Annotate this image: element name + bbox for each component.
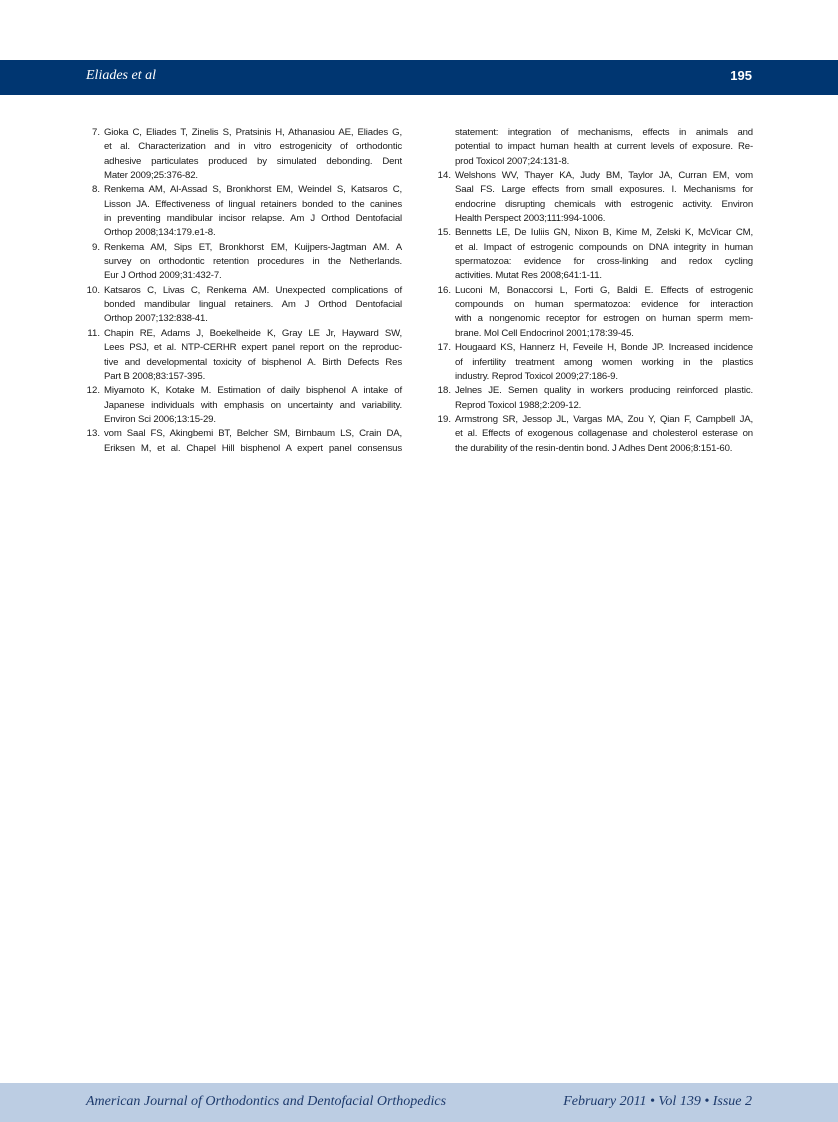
reference-line: Gioka C, Eliades T, Zinelis S, Pratsinis H, Athanasiou AE, Eliades G, xyxy=(104,127,402,138)
references-left-column xyxy=(86,126,402,456)
reference-line: Lisson JA. Effectiveness of lingual retainers bonded to the canines xyxy=(104,198,402,210)
reference-line: Chapin RE, Adams J, Boekelheide K, Gray LE Jr, Hayward SW, xyxy=(104,327,402,339)
reference-item xyxy=(86,427,402,456)
reference-line: vom Saal FS, Akingbemi BT, Belcher SM, Birnbaum LS, Crain DA, xyxy=(104,428,402,440)
reference-line: statement: integration of mechanisms, effects in animals and xyxy=(455,127,753,138)
reference-line: Katsaros C, Livas C, Renkema AM. Unexpected complications of xyxy=(104,284,402,296)
reference-line: Eur J Orthod 2009;31:432-7. xyxy=(104,270,222,282)
reference-number: 10. xyxy=(86,284,100,296)
reference-line: Renkema AM, Sips ET, Bronkhorst EM, Kuijpers-Jagtman AM. A xyxy=(104,241,402,253)
reference-line: Japanese individuals with emphasis on uncertainty and variability. xyxy=(104,399,402,411)
reference-line: industry. Reprod Toxicol 2009;27:186-9. xyxy=(455,370,618,382)
reference-item xyxy=(86,126,402,183)
reference-line: potential to impact human health at current levels of exposure. Re- xyxy=(455,141,753,153)
reference-line: Eriksen M, et al. Chapel Hill bisphenol A expert panel consensus xyxy=(104,442,402,454)
reference-item xyxy=(437,413,753,456)
issue-info: February 2011 • Vol 139 • Issue 2 xyxy=(563,1094,752,1109)
reference-line: adhesive particulates produced by simulated debonding. Dent xyxy=(104,155,402,167)
reference-line: bonded mandibular lingual retainers. Am J Orthod Dentofacial xyxy=(104,299,402,311)
reference-line: et al. Characterization and in vitro estrogenicity of orthodontic xyxy=(104,141,402,153)
reference-line: Renkema AM, Al-Assad S, Bronkhorst EM, Weindel S, Katsaros C, xyxy=(104,184,402,196)
reference-item xyxy=(437,284,753,341)
reference-line: prod Toxicol 2007;24:131-8. xyxy=(455,155,570,167)
reference-number: 14. xyxy=(437,170,451,182)
reference-line: compounds on human spermatozoa: evidence for interaction xyxy=(455,299,753,311)
reference-line: of infertility treatment among women working in the plastics xyxy=(455,356,753,368)
reference-line: Orthop 2008;134:179.e1-8. xyxy=(104,227,216,239)
reference-line: Saal FS. Large effects from small exposures. I. Mechanisms for xyxy=(455,184,753,196)
reference-item xyxy=(86,284,402,327)
reference-line: Bennetts LE, De Iuliis GN, Nixon B, Kime M, Zelski K, McVicar CM, xyxy=(455,227,753,239)
reference-number: 18. xyxy=(437,385,451,397)
reference-line: in preventing mandibular incisor relapse. Am J Orthod Dentofacial xyxy=(104,213,402,225)
page-number: 195 xyxy=(730,68,752,83)
reference-line: the durability of the resin-dentin bond. J Adhes Dent 2006;8:151-60. xyxy=(455,442,733,454)
reference-line: Jelnes JE. Semen quality in workers producing reinforced plastic. xyxy=(455,385,753,397)
reference-number: 17. xyxy=(437,342,451,354)
reference-item xyxy=(437,126,753,169)
reference-line: Armstrong SR, Jessop JL, Vargas MA, Zou Y, Qian F, Campbell JA, xyxy=(455,413,753,425)
reference-item xyxy=(437,384,753,413)
references-right-column xyxy=(437,126,753,456)
reference-line: tive and developmental toxicity of bisphenol A. Birth Defects Res xyxy=(104,356,402,368)
reference-number: 19. xyxy=(437,413,451,425)
reference-number: 11. xyxy=(87,327,100,339)
reference-line: Welshons WV, Thayer KA, Judy BM, Taylor JA, Curran EM, vom xyxy=(455,170,753,182)
reference-line: activities. Mutat Res 2008;641:1-11. xyxy=(455,270,602,282)
reference-line: Reprod Toxicol 1988;2:209-12. xyxy=(455,399,582,411)
reference-line: Environ Sci 2006;13:15-29. xyxy=(104,413,216,425)
reference-line: Hougaard KS, Hannerz H, Feveile H, Bonde JP. Increased incidence xyxy=(455,342,753,354)
reference-line: survey on orthodontic retention procedures in the Netherlands. xyxy=(104,256,402,268)
reference-number: 16. xyxy=(437,284,451,296)
reference-line: spermatozoa: evidence for cross-linking and redox cycling xyxy=(455,256,753,268)
reference-line: endocrine disrupting chemicals with estrogenic activity. Environ xyxy=(455,198,753,210)
reference-line: Orthop 2007;132:838-41. xyxy=(104,313,208,325)
reference-line: et al. Effects of exogenous collagenase and cholesterol esterase on xyxy=(455,428,753,440)
running-footer xyxy=(0,1083,838,1122)
journal-name: American Journal of Orthodontics and Dentofacial Orthopedics xyxy=(86,1094,447,1109)
reference-line: Part B 2008;83:157-395. xyxy=(104,370,206,382)
reference-line: with a nongenomic receptor for estrogen on human sperm mem- xyxy=(455,313,753,325)
reference-number: 9. xyxy=(91,241,100,253)
reference-item xyxy=(86,241,402,284)
reference-line: Health Perspect 2003;111:994-1006. xyxy=(455,213,606,225)
reference-item xyxy=(437,226,753,283)
reference-number: 7. xyxy=(91,127,100,138)
reference-item xyxy=(437,341,753,384)
reference-item xyxy=(86,183,402,240)
reference-line: Lees PSJ, et al. NTP-CERHR expert panel report on the reproduc- xyxy=(104,342,402,354)
reference-number: 15. xyxy=(437,227,451,239)
reference-item xyxy=(86,384,402,427)
reference-number: 12. xyxy=(86,385,100,397)
reference-item xyxy=(86,327,402,384)
reference-number: 13. xyxy=(86,428,100,440)
reference-line: et al. Impact of estrogenic compounds on DNA integrity in human xyxy=(455,241,753,253)
reference-line: Miyamoto K, Kotake M. Estimation of daily bisphenol A intake of xyxy=(104,385,402,397)
reference-line: brane. Mol Cell Endocrinol 2001;178:39-45. xyxy=(455,327,634,339)
running-header xyxy=(0,60,838,95)
reference-line: Mater 2009;25:376-82. xyxy=(104,170,198,182)
running-head-authors: Eliades et al xyxy=(86,68,156,83)
reference-number: 8. xyxy=(91,184,100,196)
reference-line: Luconi M, Bonaccorsi L, Forti G, Baldi E. Effects of estrogenic xyxy=(455,284,753,296)
reference-item xyxy=(437,169,753,226)
